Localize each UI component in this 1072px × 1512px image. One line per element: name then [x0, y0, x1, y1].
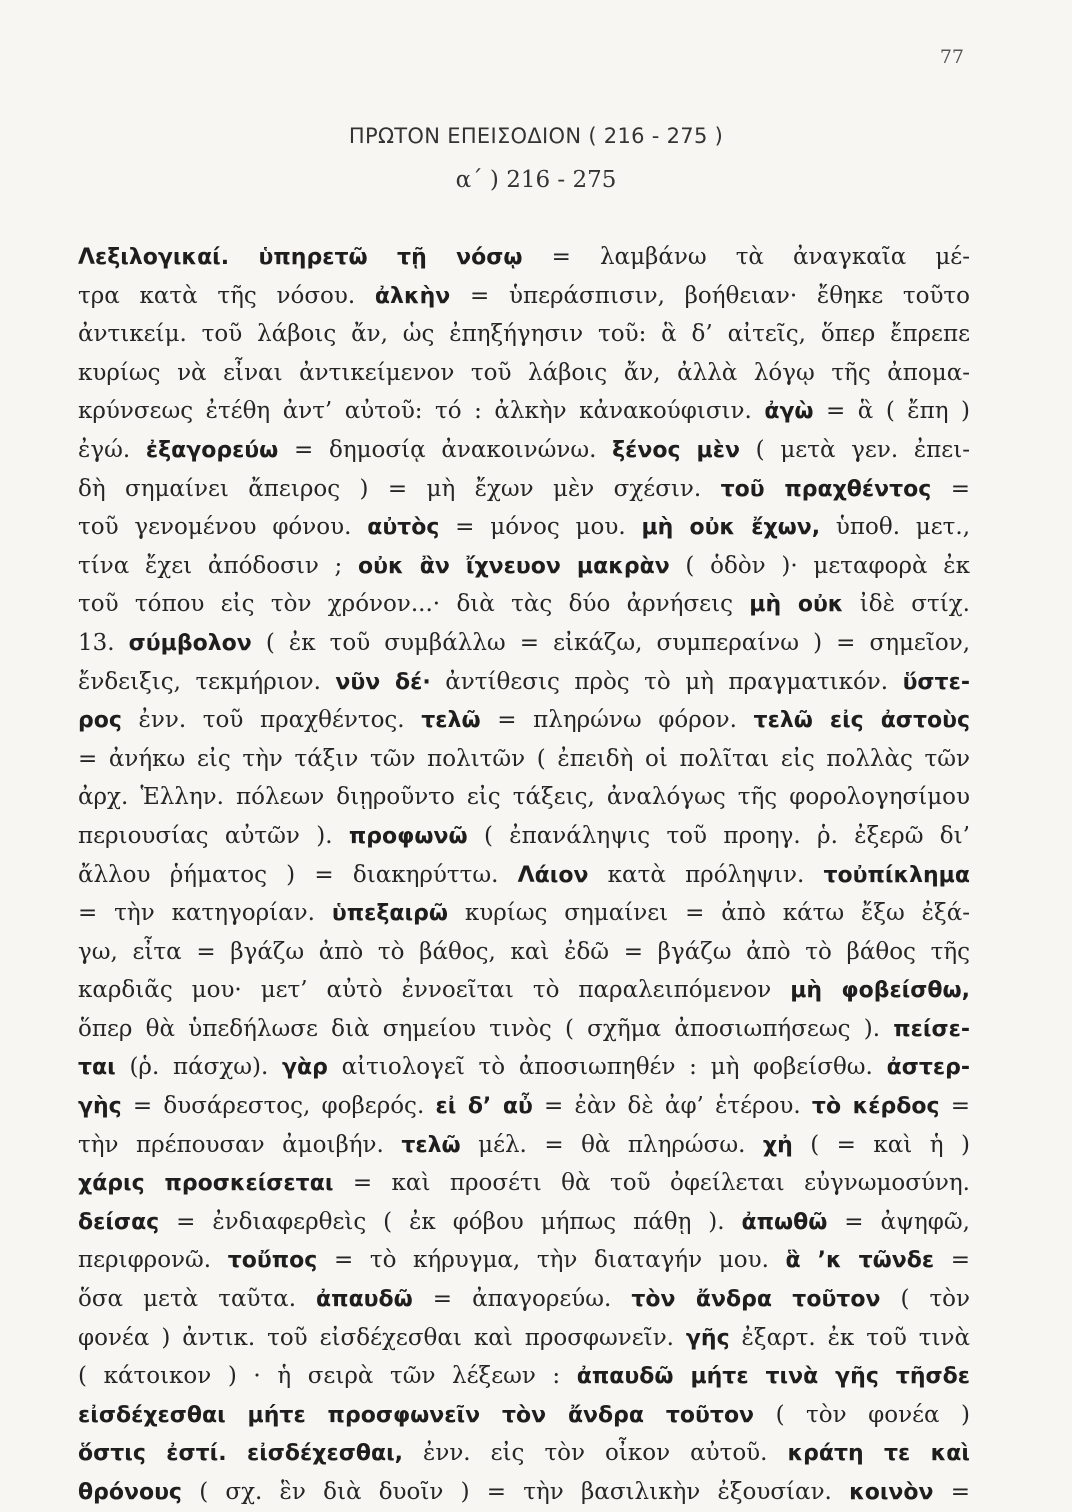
gloss-text: ὑποθ. μετ.,	[820, 514, 970, 541]
gloss-text: ἄλλου ῥήματος ) = διακηρύττω.	[78, 861, 518, 888]
gloss-text: ἐξαρτ. ἐκ τοῦ τινὰ	[729, 1324, 970, 1351]
section-subtitle: α΄ ) 216 - 275	[455, 167, 617, 193]
text-line	[78, 585, 970, 624]
headword: οὐκ ἂν ἴχνευον μακρὰν	[358, 553, 670, 579]
headword: τὸν ἄνδρα τοῦτον	[631, 1287, 881, 1313]
headword: τοὐπίκλημα	[823, 862, 970, 888]
gloss-text: ἐγώ.	[78, 436, 146, 463]
text-line	[78, 1396, 970, 1435]
text-line	[78, 856, 970, 895]
gloss-text: ἰδὲ στίχ.	[843, 591, 970, 618]
text-line	[78, 740, 970, 779]
gloss-text: = λαμβάνω τὰ ἀναγκαῖα μέ-	[522, 244, 970, 270]
gloss-text: = τὸ κήρυγμα, τὴν διαταγήν μου.	[317, 1247, 786, 1274]
headword: ται	[78, 1055, 116, 1081]
headword: γῆς	[685, 1325, 730, 1351]
gloss-text: ἐνν. τοῦ πραχθέντος.	[121, 707, 422, 734]
gloss-text: =	[939, 1093, 970, 1120]
gloss-text: = ἀπαγορεύω.	[412, 1286, 632, 1313]
gloss-text: γω, εἶτα = βγάζω ἀπὸ τὸ βάθος, καὶ ἐδῶ = βγάζω ἀπὸ τὸ βάθος τῆς	[78, 938, 970, 965]
gloss-text: αἰτιολογεῖ τὸ ἀποσιωπηθέν : μὴ φοβείσθω.	[327, 1054, 887, 1081]
gloss-text: = ἐνδιαφερθεὶς ( ἐκ φόβου μήπως πάθῃ ).	[159, 1208, 742, 1235]
gloss-text: = δυσάρεστος, φοβερός.	[121, 1093, 436, 1120]
headword: εἰσδέχεσθαι μήτε προσφωνεῖν τὸν ἄνδρα τοῦτον	[78, 1402, 755, 1428]
text-line	[78, 1280, 970, 1319]
text-line	[78, 315, 970, 354]
headword: μὴ οὐκ	[749, 592, 844, 618]
text-line	[78, 1357, 970, 1396]
text-line	[78, 547, 970, 586]
headword: ἀλκὴν	[374, 283, 451, 309]
headword: μὴ οὐκ ἔχων,	[641, 515, 821, 541]
gloss-text: ( ὁδὸν )· μεταφορὰ ἐκ	[669, 552, 970, 579]
text-line	[78, 1203, 970, 1242]
gloss-text: κατὰ πρόληψιν.	[588, 861, 824, 888]
gloss-text: = πληρώνω φόρον.	[480, 707, 754, 734]
text-line	[78, 1241, 970, 1280]
headword: τελῶ εἰς ἀστοὺς	[753, 708, 970, 734]
headword: Λάιον	[517, 862, 589, 888]
gloss-text: δὴ σημαίνει ἄπειρος ) = μὴ ἔχων μὲν σχέσιν.	[78, 475, 721, 502]
gloss-text: περιφρονῶ.	[78, 1247, 228, 1274]
gloss-text: =	[933, 1479, 970, 1505]
headword: σύμβολον	[128, 630, 252, 656]
gloss-text: ἀντίθεσις πρὸς τὸ μὴ πραγματικόν.	[430, 668, 903, 695]
gloss-text: ἀρχ. Ἑλλην. πόλεων διῃροῦντο εἰς τάξεις, ἀναλόγως τῆς φορολογησίμου	[78, 784, 970, 811]
gloss-text: τοῦ γενομένου φόνου.	[78, 514, 368, 541]
gloss-text: κρύνσεως ἐτέθη ἀντ’ αὐτοῦ: τό : ἀλκὴν κἀνακούφισιν.	[78, 398, 765, 425]
headword: ἀπωθῶ	[741, 1209, 828, 1235]
headword: χάρις προσκείσεται	[78, 1171, 334, 1197]
gloss-text: =	[934, 1247, 970, 1274]
headword: μὴ φοβείσθω,	[790, 978, 970, 1004]
text-line	[78, 508, 970, 547]
text-line	[78, 1048, 970, 1087]
gloss-text: καρδιᾶς μου· μετ’ αὐτὸ ἐννοεῖται τὸ παραλειπόμενον	[78, 977, 791, 1004]
text-line	[78, 817, 970, 856]
headword: τελῶ	[401, 1132, 461, 1158]
gloss-text: περιουσίας αὐτῶν ).	[78, 822, 349, 849]
headword: ἀστερ-	[886, 1055, 970, 1081]
headword: κράτη τε καὶ	[787, 1441, 970, 1467]
headword: Λεξιλογικαί. ὑπηρετῶ τῇ νόσῳ	[78, 245, 523, 270]
gloss-text: ὅσα μετὰ ταῦτα.	[78, 1286, 317, 1313]
text-line	[78, 1087, 970, 1126]
text-line	[78, 778, 970, 817]
text-line	[78, 971, 970, 1010]
headword: γὰρ	[282, 1055, 328, 1081]
text-line	[78, 238, 970, 277]
gloss-text: (ῥ. πάσχω).	[115, 1054, 283, 1081]
headword: ρος	[78, 708, 122, 734]
headword: ὅστις ἐστί. εἰσδέχεσθαι,	[78, 1441, 403, 1467]
gloss-text: τίνα ἔχει ἀπόδοσιν ;	[78, 552, 359, 579]
gloss-text: = δημοσίᾳ ἀνακοινώνω.	[278, 436, 613, 463]
headword: προφωνῶ	[348, 823, 468, 849]
text-line	[78, 1126, 970, 1165]
gloss-text: ( ἐπανάληψις τοῦ προηγ. ῥ. ἐξερῶ δι’	[467, 822, 970, 849]
headword: ξένος μὲν	[612, 437, 740, 463]
gloss-text: = ἀψηφῶ,	[827, 1208, 970, 1235]
gloss-text: ( τὸν	[880, 1286, 970, 1313]
gloss-text: κυρίως σημαίνει = ἀπὸ κάτω ἔξω ἐξά-	[447, 900, 970, 927]
text-line	[78, 701, 970, 740]
gloss-text: μέλ. = θὰ πληρώσω.	[460, 1131, 763, 1158]
text-line	[78, 1319, 970, 1358]
headword: θρόνους	[78, 1480, 182, 1505]
gloss-text: =	[931, 475, 970, 502]
text-line	[78, 277, 970, 316]
headword: τοῦ πραχθέντος	[720, 476, 932, 502]
text-line	[78, 392, 970, 431]
gloss-text: ( μετὰ γεν. ἐπει-	[739, 436, 970, 463]
gloss-text: τρα κατὰ τῆς νόσου.	[78, 282, 375, 309]
gloss-text: ἔνδειξις, τεκμήριον.	[78, 668, 336, 695]
headword: ἀπαυδῶ μήτε τινὰ γῆς τῆσδε	[576, 1364, 970, 1390]
gloss-text: ( σχ. ἓν διὰ δυοῖν ) = τὴν βασιλικὴν ἐξουσίαν.	[181, 1479, 850, 1505]
text-line	[78, 1010, 970, 1049]
gloss-text: = ἐὰν δὲ ἀφ’ ἑτέρου.	[532, 1093, 812, 1120]
gloss-text: = ἀνήκω εἰς τὴν τάξιν τῶν πολιτῶν ( ἐπειδὴ οἱ πολῖται εἰς πολλὰς τῶν	[78, 745, 970, 772]
text-line	[78, 431, 970, 470]
headword: ἀγὼ	[764, 399, 814, 425]
gloss-text: ( ἐκ τοῦ συμβάλλω = εἰκάζω, συμπεραίνω ) = σημεῖον,	[251, 629, 970, 656]
headword: αὐτὸς	[367, 515, 440, 541]
gloss-text: = καὶ προσέτι θὰ τοῦ ὀφείλεται εὐγνωμοσύνη.	[333, 1170, 970, 1197]
gloss-text: φονέα ) ἀντικ. τοῦ εἰσδέχεσθαι καὶ προσφωνεῖν.	[78, 1324, 686, 1351]
text-line	[78, 1434, 970, 1473]
headword: νῦν δέ·	[335, 669, 431, 695]
glossary-text	[78, 238, 970, 1512]
gloss-text: ἐνν. εἰς τὸν οἶκον αὐτοῦ.	[403, 1440, 788, 1467]
gloss-text: = μόνος μου.	[439, 514, 642, 541]
headword: ἃ ’κ τῶνδε	[785, 1248, 935, 1274]
headword: χἠ	[762, 1132, 793, 1158]
headword: κοινὸν	[849, 1480, 934, 1505]
gloss-text: κυρίως νὰ εἶναι ἀντικείμενον τοῦ λάβοις ἄν, ἀλλὰ λόγῳ τῆς ἀπομα-	[78, 359, 970, 386]
headword: ὕστε-	[902, 669, 970, 695]
headword: δείσας	[78, 1209, 160, 1235]
gloss-text: ἀντικείμ. τοῦ λάβοις ἄν, ὡς ἐπηξήγησιν τοῦ: ἃ δ’ αἰτεῖς, ὅπερ ἔπρεπε	[78, 321, 970, 348]
gloss-text: 13.	[78, 629, 129, 656]
gloss-text: = τὴν κατηγορίαν.	[78, 900, 332, 927]
headword: τοὔπος	[227, 1248, 318, 1274]
gloss-text: τοῦ τόπου εἰς τὸν χρόνον...· διὰ τὰς δύο ἀρνήσεις	[78, 591, 750, 618]
headword: ὑπεξαιρῶ	[331, 901, 448, 927]
gloss-text: τὴν πρέπουσαν ἀμοιβήν.	[78, 1131, 402, 1158]
headword: ἐξαγορεύω	[145, 437, 279, 463]
headword: γὴς	[78, 1094, 122, 1120]
gloss-text: = ὑπεράσπισιν, βοήθειαν· ἔθηκε τοῦτο	[450, 282, 970, 309]
text-line	[78, 933, 970, 972]
gloss-text: ( = καὶ ἡ )	[792, 1131, 970, 1158]
text-line	[78, 663, 970, 702]
section-title: ΠΡΩΤΟΝ ΕΠΕΙΣΟΔΙΟΝ ( 216 - 275 )	[348, 124, 724, 148]
gloss-text: = ἃ ( ἔπη )	[813, 398, 970, 425]
gloss-text: ὅπερ θὰ ὑπεδήλωσε διὰ σημείου τινὸς ( σχῆμα ἀποσιωπήσεως ).	[78, 1015, 894, 1042]
text-line	[78, 624, 970, 663]
text-line	[78, 1473, 970, 1512]
text-line	[78, 894, 970, 933]
headword: τὸ κέρδος	[811, 1094, 940, 1120]
headword: τελῶ	[421, 708, 481, 734]
headword: ἀπαυδῶ	[316, 1287, 413, 1313]
text-line	[78, 1164, 970, 1203]
headword: εἰ δ’ αὖ	[435, 1094, 533, 1120]
text-line	[78, 470, 970, 509]
gloss-text: ( τὸν φονέα )	[754, 1401, 970, 1428]
text-line	[78, 354, 970, 393]
page-number: 77	[939, 46, 964, 68]
headword: πείσε-	[893, 1016, 970, 1042]
gloss-text: ( κάτοικον ) · ἡ σειρὰ τῶν λέξεων :	[78, 1363, 577, 1390]
